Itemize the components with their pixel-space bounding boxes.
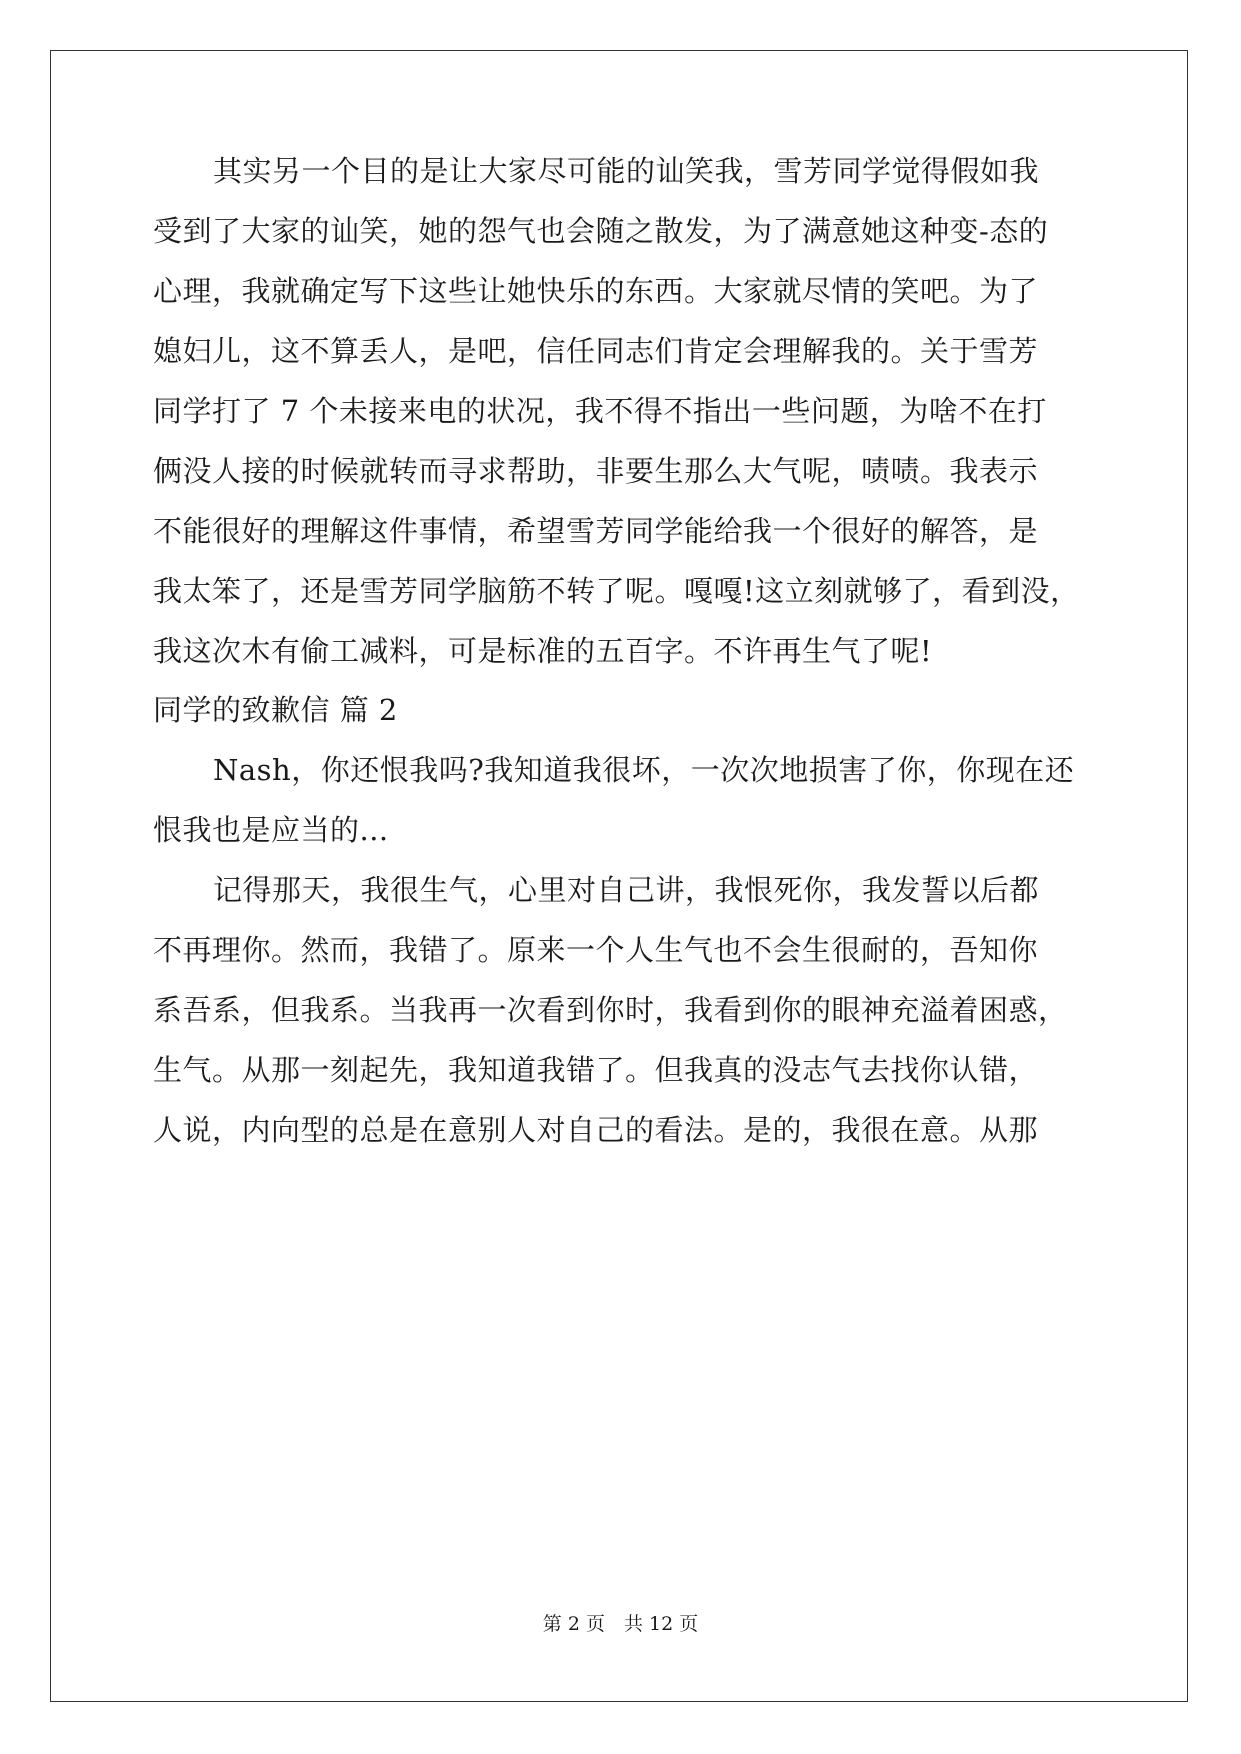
text-line: 系吾系，但我系。当我再一次看到你时，我看到你的眼神充溢着困惑， bbox=[153, 993, 1068, 1027]
text-line: 生气。从那一刻起先，我知道我错了。但我真的没志气去找你认错， bbox=[153, 1053, 1039, 1087]
text-line: 我这次木有偷工减料，可是标准的五百字。不许再生气了呢! bbox=[153, 634, 933, 668]
text-line: 记得那天，我很生气，心里对自己讲，我恨死你，我发誓以后都 bbox=[213, 873, 1040, 907]
text-line: 不再理你。然而，我错了。原来一个人生气也不会生很耐的，吾知你 bbox=[153, 933, 1039, 967]
text-line: 媳妇儿，这不算丢人，是吧，信任同志们肯定会理解我的。关于雪芳 bbox=[153, 334, 1039, 368]
text-line: 俩没人接的时候就转而寻求帮助，非要生那么大气呢，啧啧。我表示 bbox=[153, 454, 1039, 488]
text-line: 受到了大家的讪笑，她的怨气也会随之散发，为了满意她这种变-态的 bbox=[153, 214, 1049, 248]
page-number-footer: 第 2 页 共 12 页 bbox=[542, 1613, 699, 1635]
text-line: 其实另一个目的是让大家尽可能的讪笑我，雪芳同学觉得假如我 bbox=[213, 154, 1040, 188]
text-line: 人说，内向型的总是在意别人对自己的看法。是的，我很在意。从那 bbox=[153, 1113, 1039, 1147]
text-line: 恨我也是应当的... bbox=[153, 813, 389, 847]
text-line: 同学打了 7 个未接来电的状况，我不得不指出一些问题，为啥不在打 bbox=[153, 394, 1047, 428]
text-line: 心理，我就确定写下这些让她快乐的东西。大家就尽情的笑吧。为了 bbox=[153, 274, 1039, 308]
text-line: Nash，你还恨我吗?我知道我很坏，一次次地损害了你，你现在还 bbox=[213, 753, 1075, 787]
text-line: 我太笨了，还是雪芳同学脑筋不转了呢。嘎嘎!这立刻就够了，看到没， bbox=[153, 574, 1080, 608]
text-line: 不能很好的理解这件事情，希望雪芳同学能给我一个很好的解答，是 bbox=[153, 514, 1039, 548]
section-heading: 同学的致歉信 篇 2 bbox=[153, 693, 398, 727]
